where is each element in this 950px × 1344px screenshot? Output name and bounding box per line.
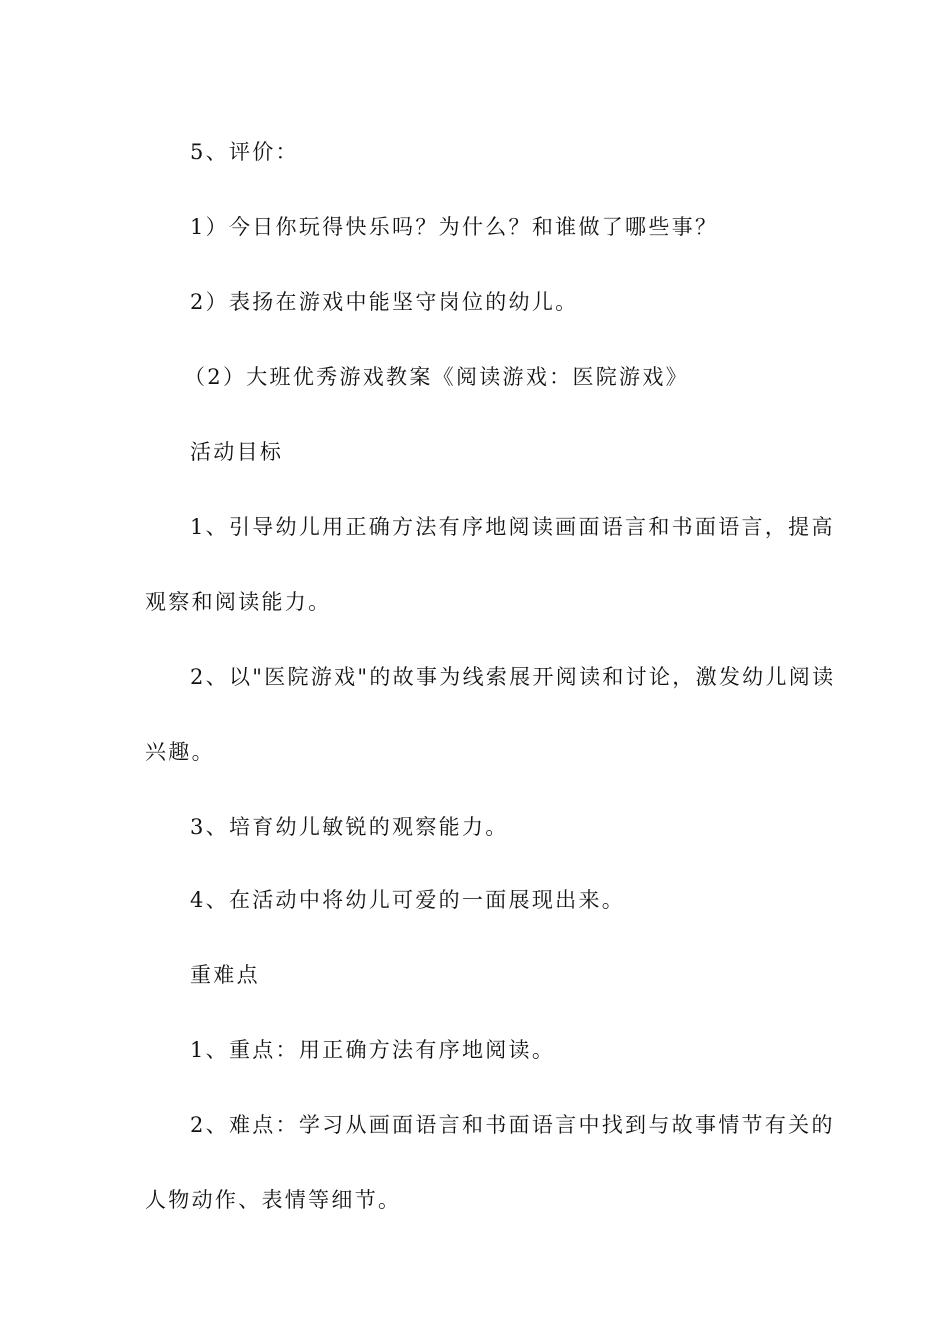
objective-1-line-1: 1、引导幼儿用正确方法有序地阅读画面语言和书面语言，提高	[190, 515, 835, 539]
section-heading-key-points: 重难点	[190, 963, 260, 987]
section-heading-evaluation: 5、评价：	[190, 140, 299, 164]
objective-2-line-1: 2、以"医院游戏"的故事为线索展开阅读和讨论，激发幼儿阅读	[190, 665, 836, 689]
evaluation-item-1: 1）今日你玩得快乐吗？为什么？和谁做了哪些事？	[190, 215, 719, 239]
key-point-1: 1、重点：用正确方法有序地阅读。	[190, 1038, 556, 1062]
section-heading-objectives: 活动目标	[190, 440, 284, 464]
key-point-2-line-1: 2、难点：学习从画面语言和书面语言中找到与故事情节有关的	[190, 1113, 835, 1137]
objective-4: 4、在活动中将幼儿可爱的一面展现出来。	[190, 888, 626, 912]
lesson-plan-title: （2）大班优秀游戏教案《阅读游戏：医院游戏》	[184, 365, 689, 389]
key-point-2-line-2: 人物动作、表情等细节。	[145, 1188, 402, 1212]
objective-1-line-2: 观察和阅读能力。	[145, 590, 332, 614]
objective-3: 3、培育幼儿敏锐的观察能力。	[190, 815, 509, 839]
objective-2-line-2: 兴趣。	[145, 740, 215, 764]
evaluation-item-2: 2）表扬在游戏中能坚守岗位的幼儿。	[190, 290, 579, 314]
